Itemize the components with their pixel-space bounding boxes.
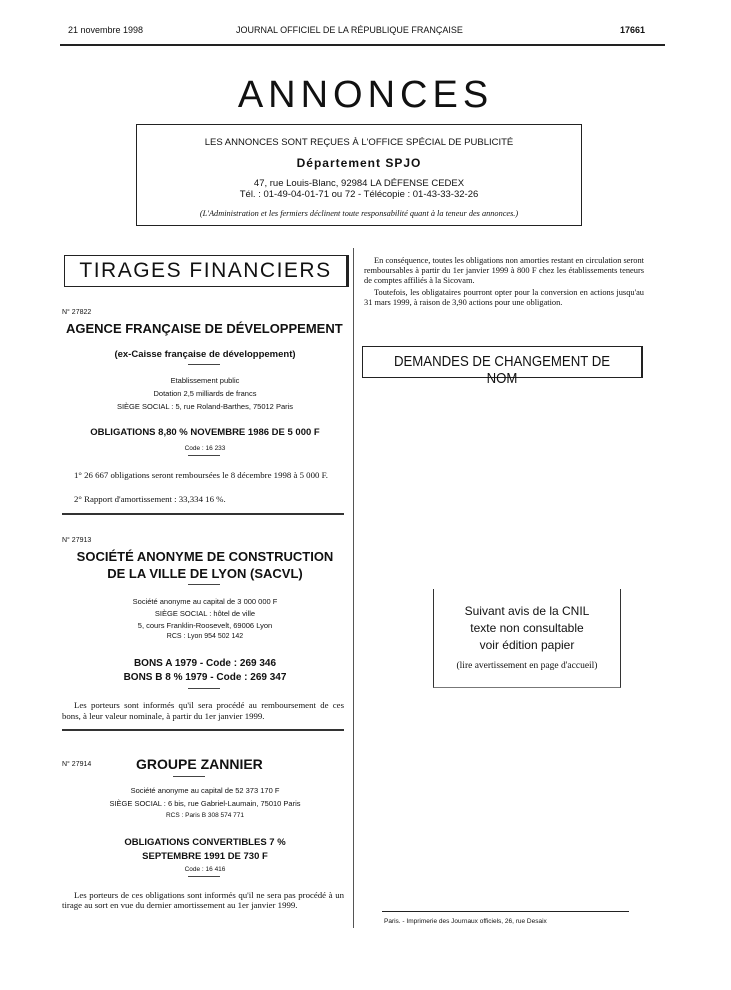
notice-info: Dotation 2,5 milliards de francs (153, 389, 257, 398)
notice-info: Société anonyme au capital de 52 373 170 F (130, 786, 280, 795)
notice-number: N° 27914 (62, 761, 92, 768)
office-disclaimer: (L'Administration et les fermiers déclinent toute responsabilité quant à la teneur des annonces.) (199, 209, 519, 218)
notice-body: Les porteurs de ces obligations sont informés qu'il ne sera pas procédé à un tirage au sort en vue du dernier amortissement au 1er janvier 1999. (62, 890, 344, 910)
journal-title: JOURNAL OFFICIEL DE LA RÉPUBLIQUE FRANÇAISE (236, 25, 463, 35)
continued-text: En conséquence, toutes les obligations non amorties restant en circulation seront remboursables à partir du 1er janvier 1999 à 800 F chez les établissements teneurs de comptes affiliés à la Sicovam. (364, 256, 644, 285)
notice-security: OBLIGATIONS 8,80 % NOVEMBRE 1986 DE 5 000 F (90, 427, 320, 438)
column-divider (353, 248, 354, 928)
notice-divider (62, 513, 344, 515)
office-address: 47, rue Louis-Blanc, 92984 LA DÉFENSE CEDEX (253, 178, 465, 189)
office-intro: LES ANNONCES SONT REÇUES À L'OFFICE SPÉCIAL DE PUBLICITÉ (204, 137, 514, 148)
notice-seat: SIÈGE SOCIAL : 6 bis, rue Gabriel-Laumain, 75010 Paris (109, 799, 301, 808)
notice-seat: SIÈGE SOCIAL : 5, rue Roland-Barthes, 75012 Paris (116, 402, 294, 411)
notice-security: BONS B 8 % 1979 - Code : 269 347 (123, 672, 287, 683)
notice-divider (62, 729, 344, 731)
notice-code: Code : 16 233 (184, 445, 226, 452)
separator-dash (188, 688, 220, 689)
separator-dash (188, 584, 220, 585)
header-rule (60, 44, 665, 46)
notice-subname: (ex-Caisse française de développement) (114, 349, 296, 360)
separator-dash (188, 455, 220, 456)
notice-body: Les porteurs sont informés qu'il sera procédé au remboursement de ces bons, à leur valeur nominale, à partir du 1er janvier 1999. (62, 700, 344, 721)
separator-dash (188, 876, 220, 877)
changement-nom-title: DEMANDES DE CHANGEMENT DE NOM (393, 353, 611, 387)
issue-date: 21 novembre 1998 (68, 25, 144, 35)
notice-body: 1° 26 667 obligations seront remboursées le 8 décembre 1998 à 5 000 F. (74, 470, 328, 480)
printer-imprint: Paris. - Imprimerie des Journaux officiels, 26, rue Desaix (384, 918, 547, 925)
notice-company-name: DE LA VILLE DE LYON (SACVL) (107, 566, 303, 581)
office-phone: Tél. : 01-49-04-01-71 ou 72 - Télécopie : 01-43-33-32-26 (239, 189, 479, 200)
notice-number: N° 27822 (62, 309, 92, 316)
page-number: 17661 (620, 25, 646, 35)
notice-info: Etablissement public (170, 376, 240, 385)
notice-info: Société anonyme au capital de 3 000 000 F (132, 597, 278, 606)
imprint-rule (382, 911, 629, 912)
notice-security: BONS A 1979 - Code : 269 346 (133, 658, 277, 669)
office-box (136, 124, 582, 226)
notice-info: 5, cours Franklin-Roosevelt, 69006 Lyon (137, 621, 273, 630)
notice-code: Code : 16 416 (184, 866, 226, 873)
tirages-header-box (64, 255, 349, 287)
cnil-line: voir édition papier (479, 638, 575, 652)
annonces-title: ANNONCES (237, 74, 494, 116)
notice-info: RCS : Lyon 954 502 142 (166, 633, 244, 640)
continued-text: Toutefois, les obligataires pourront opter pour la conversion en actions jusqu'au 31 mars 1999, à raison de 3,90 actions pour une obligation. (364, 288, 644, 307)
notice-body: 2° Rapport d'amortissement : 33,334 16 %. (74, 494, 226, 504)
changement-nom-box (362, 346, 643, 387)
cnil-note: (lire avertissement en page d'accueil) (456, 661, 598, 671)
separator-dash (173, 776, 205, 777)
notice-company-name: SOCIÉTÉ ANONYME DE CONSTRUCTION (76, 549, 334, 564)
tirages-title: TIRAGES FINANCIERS (79, 259, 332, 282)
cnil-line: Suivant avis de la CNIL (464, 604, 590, 618)
cnil-notice-box (433, 589, 621, 688)
cnil-line: texte non consultable (470, 621, 584, 635)
separator-dash (188, 364, 220, 365)
notice-seat: SIÈGE SOCIAL : hôtel de ville (154, 609, 256, 618)
department-name: Département SPJO (296, 156, 422, 170)
notice-security: OBLIGATIONS CONVERTIBLES 7 % (124, 837, 286, 848)
notice-security: SEPTEMBRE 1991 DE 730 F (142, 851, 268, 862)
notice-number: N° 27913 (62, 537, 92, 544)
notice-company-name: GROUPE ZANNIER (136, 756, 263, 772)
notice-company-name: AGENCE FRANÇAISE DE DÉVELOPPEMENT (66, 321, 343, 336)
notice-info: RCS : Paris B 308 574 771 (165, 812, 245, 819)
